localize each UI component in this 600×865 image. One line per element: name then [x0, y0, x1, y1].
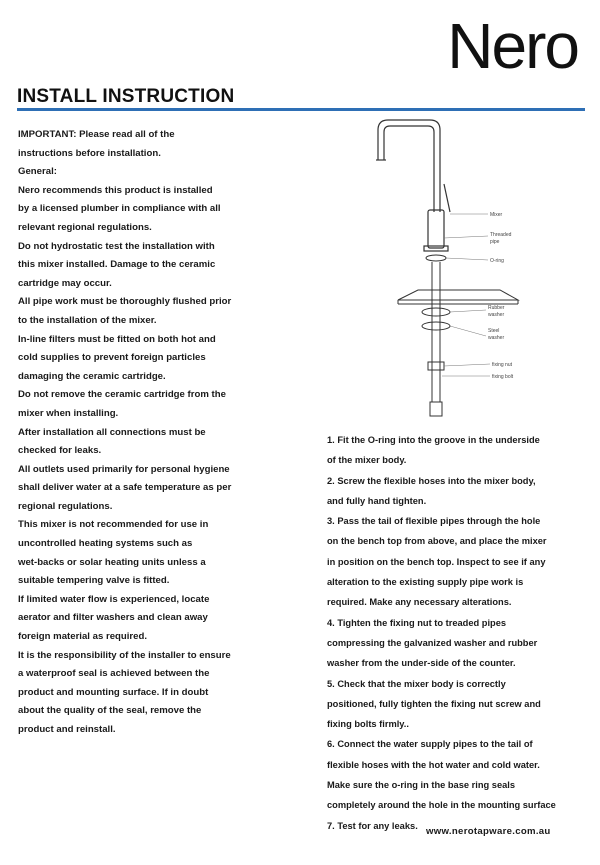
instruction-line: shall deliver water at a safe temperature as per — [18, 482, 232, 494]
step-line: 3. Pass the tail of flexible pipes through the hole — [327, 516, 541, 527]
instruction-line: uncontrolled heating systems such as — [18, 538, 193, 550]
instruction-line: product and mounting surface. If in doubt — [18, 686, 209, 698]
instruction-line: wet-backs or solar heating units unless a — [18, 556, 206, 568]
instruction-line: to the installation of the mixer. — [18, 314, 157, 326]
instruction-line: regional regulations. — [18, 500, 113, 512]
instruction-line: relevant regional regulations. — [18, 221, 152, 233]
step-line: and fully hand tighten. — [327, 495, 427, 506]
fixing-bolt — [430, 402, 442, 416]
mixer-spout — [376, 120, 440, 212]
instruction-line: instructions before installation. — [18, 147, 161, 159]
page-title: INSTALL INSTRUCTION — [17, 86, 235, 107]
instruction-line: Do not hydrostatic test the installation with — [18, 240, 215, 252]
step-line: 2. Screw the flexible hoses into the mixer body, — [327, 475, 536, 486]
step-line: positioned, fully tighten the fixing nut screw and — [327, 698, 541, 709]
instruction-line: Do not remove the ceramic cartridge from the — [18, 389, 226, 401]
label-rubber-washer: Rubber — [488, 305, 505, 311]
instruction-line: All pipe work must be thoroughly flushed prior — [18, 296, 232, 308]
instruction-line: mixer when installing. — [18, 407, 119, 419]
step-line: 1. Fit the O-ring into the groove in the underside — [327, 435, 540, 445]
instruction-line: about the quality of the seal, remove the — [18, 705, 202, 717]
label-threaded-pipe: pipe — [490, 239, 500, 245]
step-line: in position on the bench top. Inspect to see if any — [327, 556, 546, 567]
step-line: required. Make any necessary alterations. — [327, 597, 512, 608]
step-line: completely around the hole in the mounting surface — [327, 800, 556, 811]
instruction-line: by a licensed plumber in compliance with all — [18, 203, 221, 215]
instruction-line: It is the responsibility of the installer to ensure — [18, 649, 231, 661]
threaded-pipe — [432, 262, 440, 402]
bench-top — [398, 290, 518, 304]
instruction-line: IMPORTANT: Please read all of the — [18, 129, 175, 140]
instruction-line: aerator and filter washers and clean away — [18, 612, 208, 624]
installation-steps — [327, 430, 589, 836]
step-line: washer from the under-side of the counter. — [327, 658, 516, 669]
step-line: flexible hoses with the hot water and cold water. — [327, 759, 540, 770]
label-rubber-washer: washer — [488, 312, 505, 318]
instruction-line: General: — [18, 166, 57, 178]
step-line: 7. Test for any leaks. — [327, 820, 418, 831]
step-line: alteration to the existing supply pipe work is — [327, 577, 524, 588]
step-line: 6. Connect the water supply pipes to the tail of — [327, 739, 533, 750]
step-line: Make sure the o-ring in the base ring seals — [327, 780, 516, 791]
instruction-line: checked for leaks. — [18, 445, 102, 457]
step-line: compressing the galvanized washer and rubber — [327, 637, 538, 648]
instruction-line: In-line filters must be fitted on both hot and — [18, 333, 216, 345]
label-threaded-pipe: Threaded — [490, 232, 512, 238]
step-line: fixing bolts firmly.. — [327, 719, 409, 730]
step-line: on the bench top from above, and place the mixer — [327, 536, 547, 547]
instruction-line: After installation all connections must be — [18, 426, 206, 438]
instruction-line: Nero recommends this product is installed — [18, 184, 213, 196]
fixing-nut — [428, 362, 444, 370]
instruction-line: damaging the ceramic cartridge. — [18, 370, 166, 382]
instruction-line: suitable tempering valve is fitted. — [18, 575, 170, 587]
website-link[interactable]: www.nerotapware.com.au — [426, 826, 551, 837]
label-fixing-nut: fixing nut — [492, 362, 513, 368]
o-ring — [426, 255, 446, 261]
label-steel-washer: Steel — [488, 328, 500, 334]
brand-logo: Nero — [447, 10, 578, 82]
instruction-line: All outlets used primarily for personal hygiene — [18, 463, 230, 475]
instruction-line: foreign material as required. — [18, 631, 148, 643]
instruction-line: If limited water flow is experienced, locate — [18, 593, 210, 605]
step-line: 4. Tighten the fixing nut to treaded pipes — [327, 617, 507, 628]
instruction-line: cold supplies to prevent foreign particles — [18, 352, 206, 364]
tap-exploded-diagram — [340, 112, 590, 430]
instruction-line: this mixer installed. Damage to the ceramic — [18, 259, 216, 271]
instruction-line: cartridge may occur. — [18, 277, 112, 289]
instruction-line: product and reinstall. — [18, 724, 116, 735]
step-line: 5. Check that the mixer body is correctly — [327, 678, 506, 689]
label-fixing-bolt: fixing bolt — [492, 374, 514, 380]
step-line: of the mixer body. — [327, 455, 407, 466]
instruction-line: This mixer is not recommended for use in — [18, 519, 209, 531]
instruction-line: a waterproof seal is achieved between the — [18, 668, 210, 680]
mixer-body — [424, 184, 450, 251]
label-mixer: Mixer — [490, 212, 503, 218]
rubber-washer — [422, 308, 450, 316]
steel-washer — [422, 322, 450, 330]
label-steel-washer: washer — [488, 335, 505, 341]
label-o-ring: O-ring — [490, 258, 504, 264]
title-divider — [17, 108, 585, 111]
general-instructions — [18, 126, 268, 740]
